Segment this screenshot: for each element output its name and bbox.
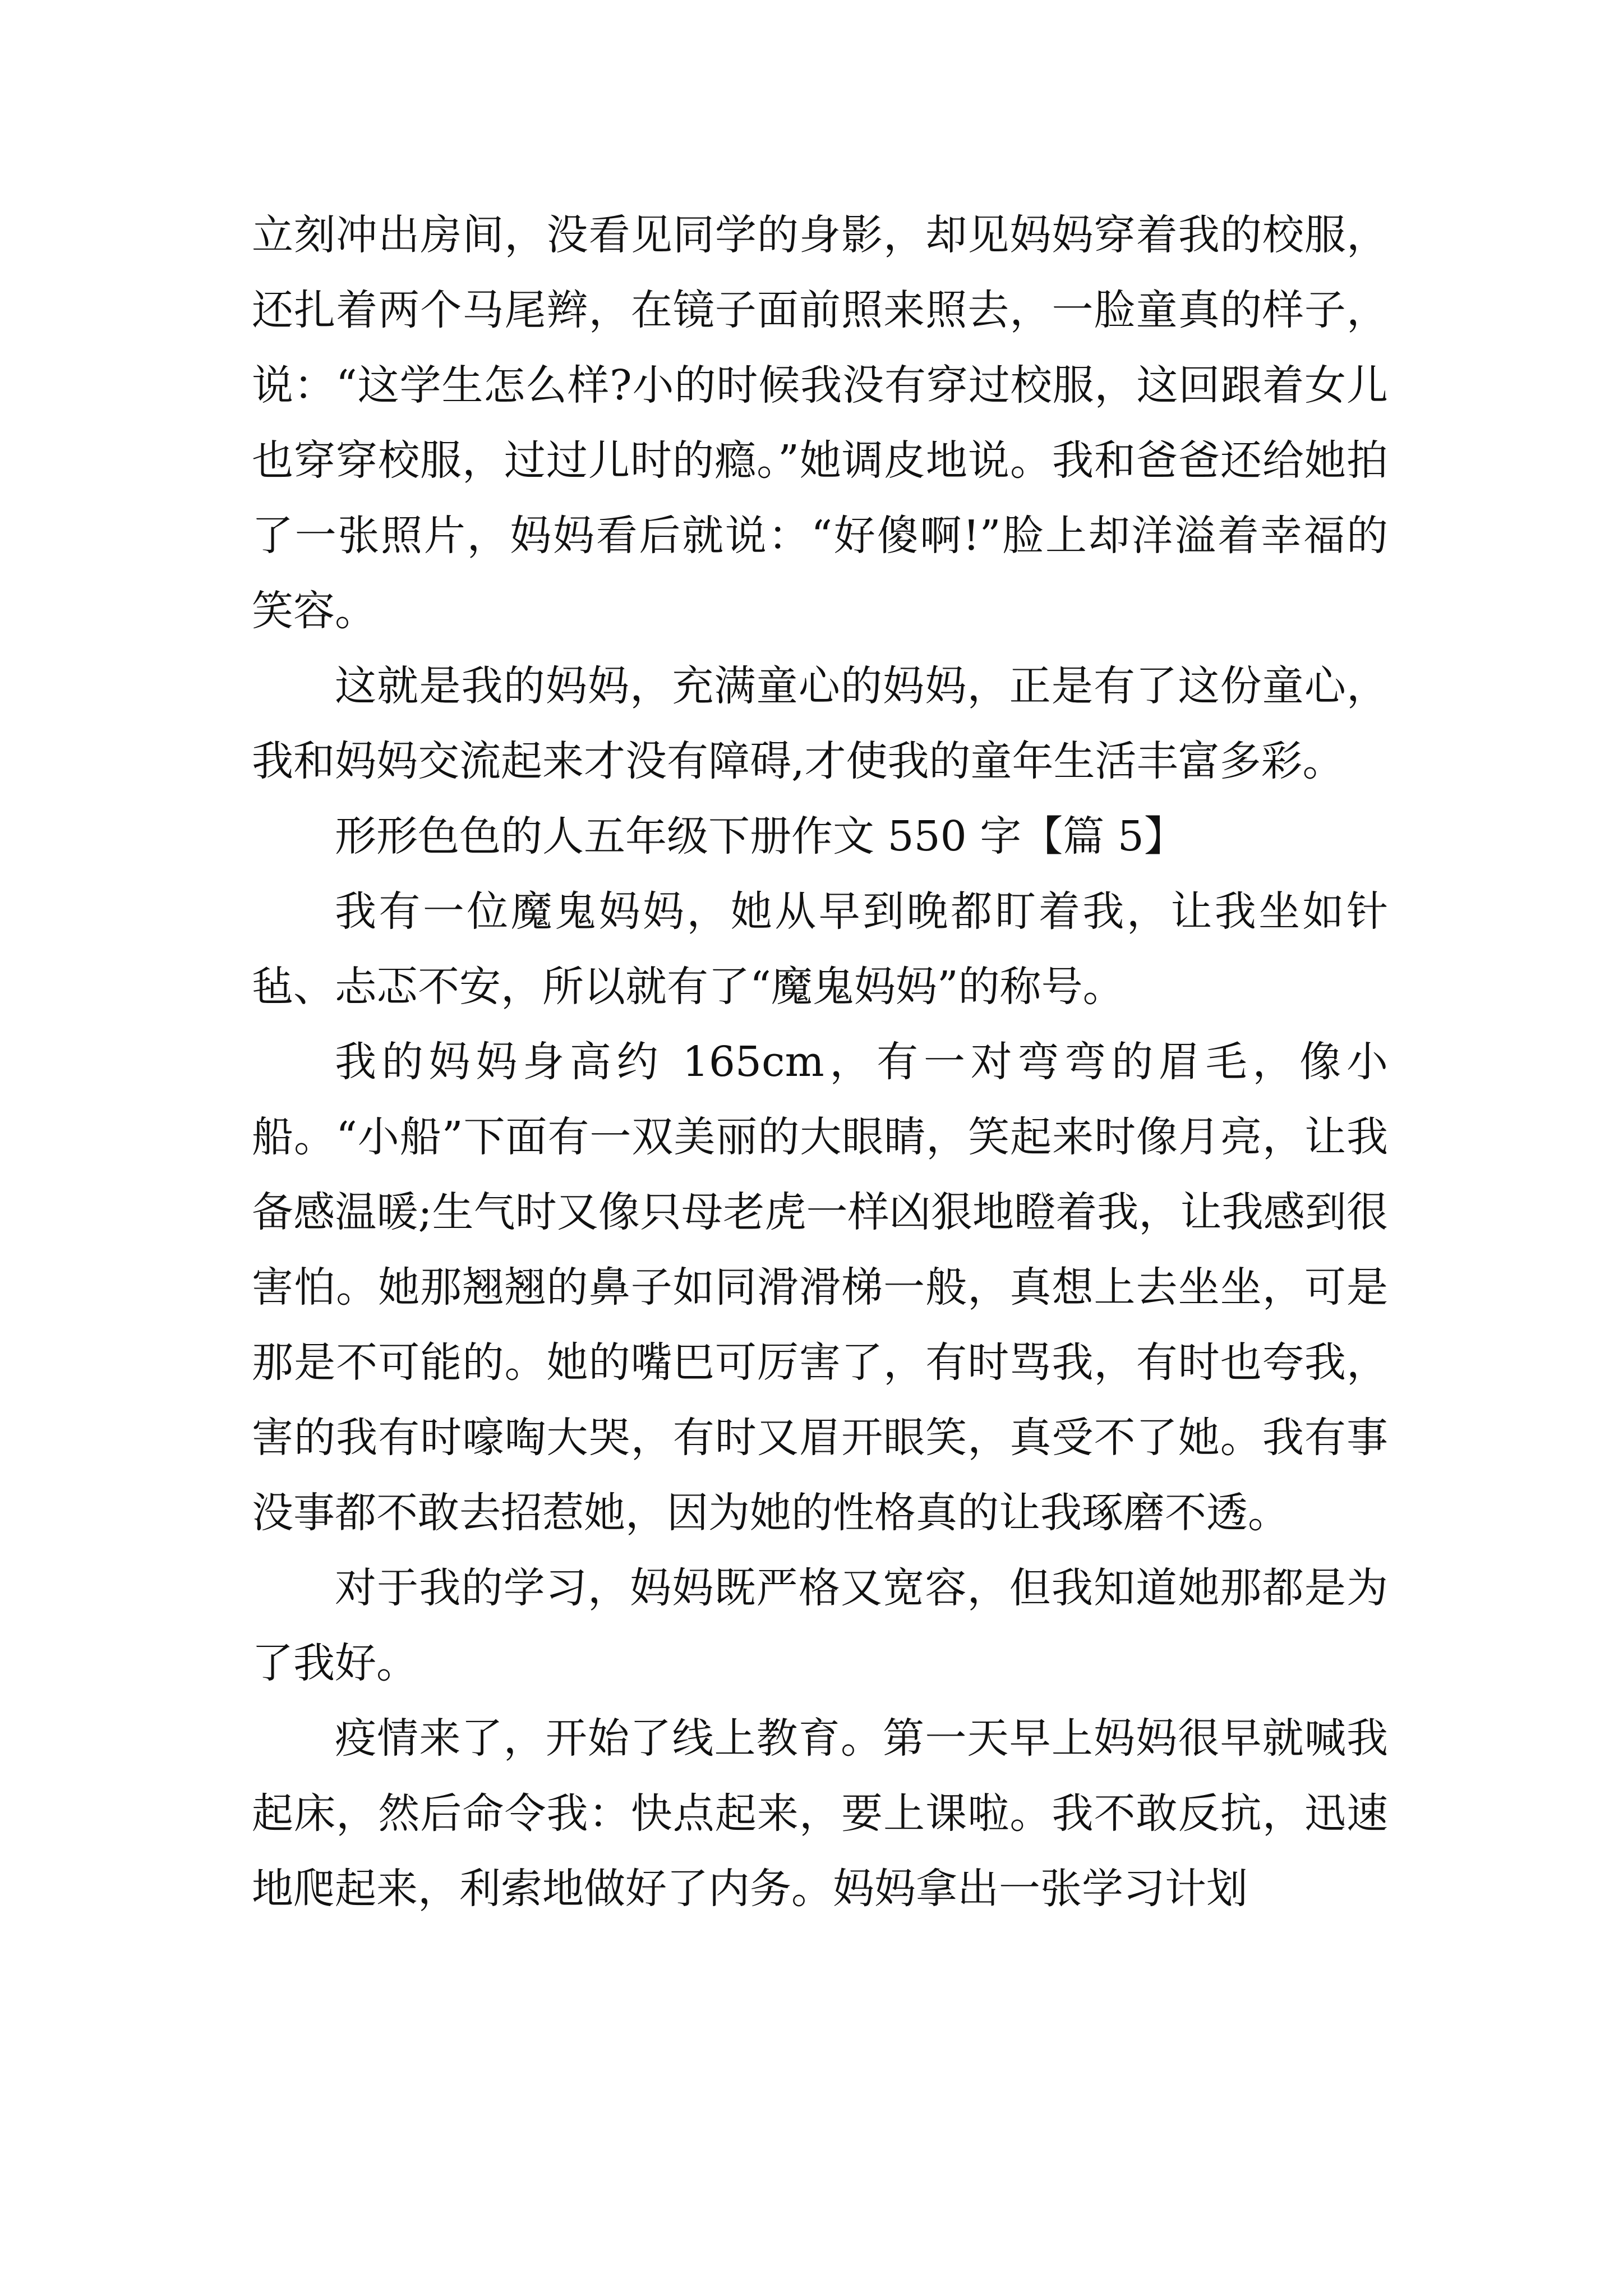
- section-heading: 形形色色的人五年级下册作文 550 字【篇 5】: [335, 812, 1186, 861]
- paragraph-3: 我有一位魔鬼妈妈，她从早到晚都盯着我，让我坐如针毡、忐忑不安，所以就有了“魔鬼妈妈”的称号。: [252, 887, 1388, 1011]
- paragraph-4: 我的妈妈身高约 165cm，有一对弯弯的眉毛，像小船。“小船”下面有一双美丽的大眼睛，笑起来时像月亮，让我备感温暖;生气时又像只母老虎一样凶狠地瞪着我，让我感到很害怕。她那翘翘的鼻子如同滑滑梯一般，真想上去坐坐，可是那是不可能的。她的嘴巴可厉害了，有时骂我，有时也夸我，害的我有时嚎啕大哭，有时又眉开眼笑，真受不了她。我有事没事都不敢去招惹她，因为她的性格真的让我琢磨不透。: [252, 1038, 1388, 1537]
- paragraph-6: 疫情来了，开始了线上教育。第一天早上妈妈很早就喊我起床，然后命令我：快点起来，要上课啦。我不敢反抗，迅速地爬起来，利索地做好了内务。妈妈拿出一张学习计划: [252, 1714, 1388, 1913]
- paragraph-1: 立刻冲出房间，没看见同学的身影，却见妈妈穿着我的校服，还扎着两个马尾辫，在镜子面前照来照去，一脸童真的样子，说：“这学生怎么样?小的时候我没有穿过校服，这回跟着女儿也穿穿校服，过过儿时的瘾。”她调皮地说。我和爸爸还给她拍了一张照片，妈妈看后就说：“好傻啊!”脸上却洋溢着幸福的笑容。: [252, 211, 1388, 635]
- document-body: [252, 197, 1388, 1926]
- paragraph-5: 对于我的学习，妈妈既严格又宽容，但我知道她那都是为了我好。: [252, 1564, 1388, 1687]
- paragraph-2: 这就是我的妈妈，充满童心的妈妈，正是有了这份童心，我和妈妈交流起来才没有障碍,才使我的童年生活丰富多彩。: [252, 662, 1388, 785]
